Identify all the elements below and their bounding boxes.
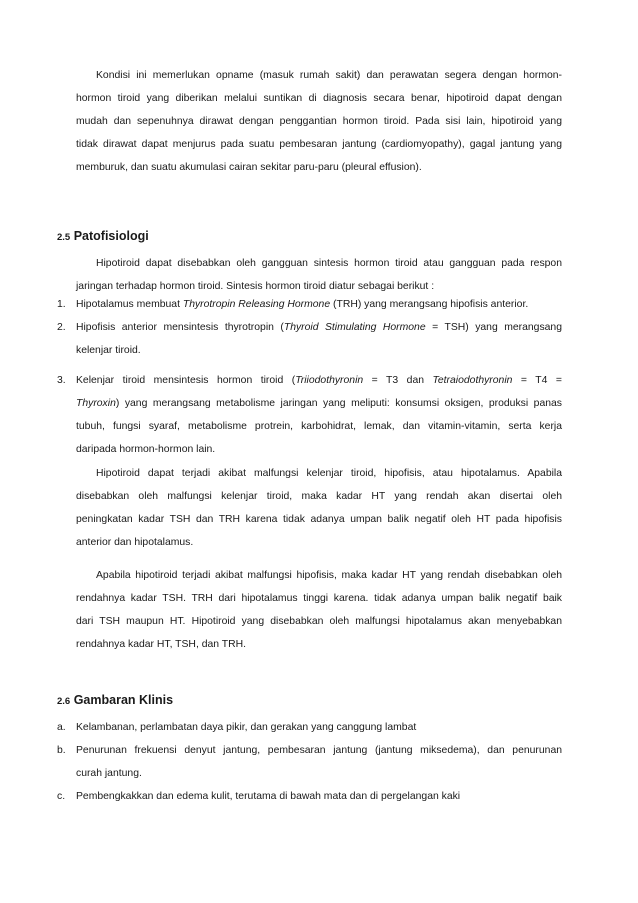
list-item-text xyxy=(76,293,562,316)
list-line xyxy=(76,392,562,415)
list-marker: b. xyxy=(57,745,66,756)
patofisiologi-paragraph-2 xyxy=(76,462,562,554)
text-run: (TRH) yang merangsang hipofisis anterior. xyxy=(330,299,529,310)
list-marker: a. xyxy=(57,722,66,733)
section-number: 2.6 xyxy=(57,696,71,707)
section-title: Gambaran Klinis xyxy=(73,693,174,707)
section-number: 2.5 xyxy=(57,232,71,243)
italic-term: Thyrotropin Releasing Hormone xyxy=(182,299,331,310)
paragraph-line: Hipotiroid dapat terjadi akibat malfungsi kelenjar tiroid, hipofisis, atau hipotalamus. Apabila xyxy=(96,468,562,479)
intro-line: tidak dirawat dapat menjurus pada suatu pembesaran jantung (cardiomyopathy), gagal jantung yang xyxy=(76,139,562,150)
intro-line: Kondisi ini memerlukan opname (masuk rumah sakit) dan perawatan segera dengan hormon- xyxy=(96,70,562,81)
list-line: tubuh, fungsi syaraf, metabolisme protrein, karbohidrat, lemak, dan vitamin-vitamin, serta kerja xyxy=(76,421,562,432)
list-line: kelenjar tiroid. xyxy=(76,345,141,356)
paragraph-line: rendahnya kadar HT, TSH, dan TRH. xyxy=(76,639,246,650)
paragraph-line: jaringan terhadap hormon tiroid. Sintesis hormon tiroid diatur sebagai berikut : xyxy=(76,281,435,292)
italic-term: Triiodothyronin xyxy=(295,375,364,386)
list-line xyxy=(76,369,562,392)
list-line: curah jantung. xyxy=(76,768,142,779)
paragraph-line: dari TSH maupun HT. Hipotiroid yang disebabkan oleh malfungsi hipotalamus akan menyebabkan xyxy=(76,616,562,627)
italic-term: Thyroid Stimulating Hormone xyxy=(283,322,426,333)
paragraph-line: peningkatan kadar TSH dan TRH karena tidak adanya umpan balik negatif oleh HT pada hipofisis xyxy=(76,514,562,525)
text-run: = TSH) yang merangsang xyxy=(425,322,562,333)
list-item-text: Pembengkakkan dan edema kulit, terutama di bawah mata dan di pergelangan kaki xyxy=(76,791,461,802)
intro-line: hormon tiroid yang diberikan melalui suntikan di diagnosis secara benar, hipotiroid dapat dengan xyxy=(76,93,562,104)
list-item-text: Kelambanan, perlambatan daya pikir, dan gerakan yang canggung lambat xyxy=(76,722,417,733)
section-heading-gambaran-klinis xyxy=(57,693,173,707)
paragraph-line: Hipotiroid dapat disebabkan oleh gangguan sintesis hormon tiroid atau gangguan pada respon xyxy=(96,258,562,269)
list-marker: c. xyxy=(57,791,66,802)
intro-paragraph xyxy=(76,64,562,179)
list-marker: 1. xyxy=(57,299,66,310)
list-line: daripada hormon-hormon lain. xyxy=(76,444,216,455)
text-run: Hipofisis anterior mensintesis thyrotropin ( xyxy=(76,322,284,333)
paragraph-line: rendahnya kadar TSH. TRH dari hipotalamus tinggi karena. tidak adanya umpan balik negatif baik xyxy=(76,593,562,604)
text-run: = T4 = xyxy=(512,375,562,386)
paragraph-line: Apabila hipotiroid terjadi akibat malfungsi hipofisis, maka kadar HT yang rendah disebabkan oleh xyxy=(96,570,562,581)
section-heading-patofisiologi xyxy=(57,229,149,243)
paragraph-line: anterior dan hipotalamus. xyxy=(76,537,194,548)
list-marker: 2. xyxy=(57,322,66,333)
paragraph-line: disebabkan oleh malfungsi kelenjar tiroid, maka kadar HT yang rendah akan disertai oleh xyxy=(76,491,562,502)
text-run: Hipotalamus membuat xyxy=(76,299,183,310)
list-item-text xyxy=(76,316,562,362)
text-run: Kelenjar tiroid mensintesis hormon tiroid ( xyxy=(76,375,296,386)
intro-line: memburuk, dan suatu akumulasi cairan sekitar paru-paru (pleural effusion). xyxy=(76,162,422,173)
patofisiologi-intro xyxy=(76,252,562,298)
list-marker: 3. xyxy=(57,375,66,386)
italic-term: Tetraiodothyronin xyxy=(432,375,513,386)
section-title: Patofisiologi xyxy=(73,229,149,243)
italic-term: Thyroxin xyxy=(76,398,116,409)
text-run: = T3 dan xyxy=(363,375,433,386)
patofisiologi-paragraph-3 xyxy=(76,564,562,656)
text-run: ) yang merangsang metabolisme jaringan yang meliputi: konsumsi oksigen, produksi panas xyxy=(115,398,562,409)
list-line xyxy=(76,316,562,339)
list-item-text xyxy=(76,739,562,785)
list-line: Penurunan frekuensi denyut jantung, pembesaran jantung (jantung miksedema), dan penurunan xyxy=(76,745,562,756)
intro-line: mudah dan sepenuhnya dirawat dengan penggantian hormon tiroid. Pada sisi lain, hipotiroid yang xyxy=(76,116,562,127)
list-item-text xyxy=(76,369,562,461)
